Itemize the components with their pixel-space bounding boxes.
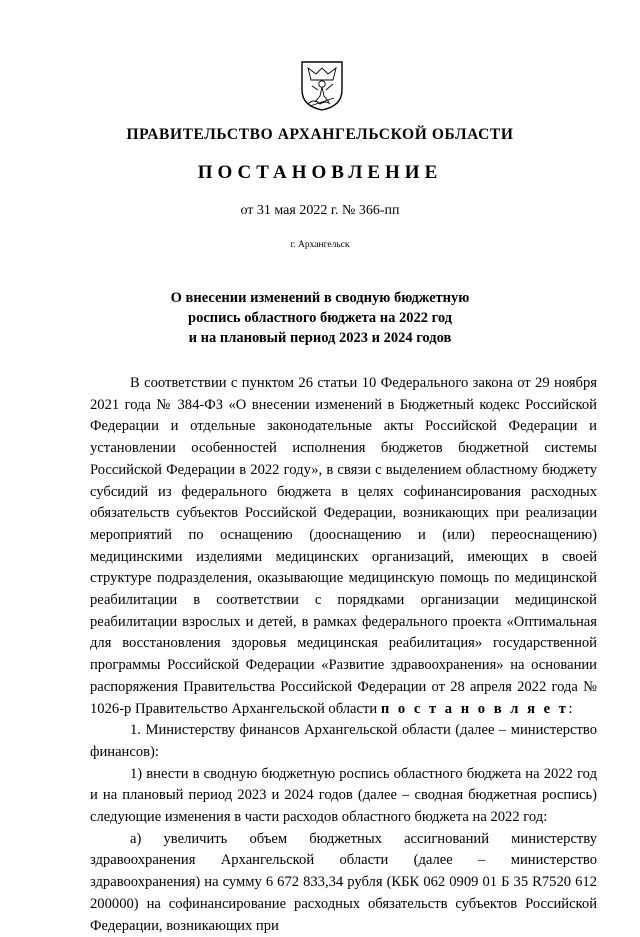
document-city: г. Архангельск: [290, 240, 350, 250]
resolves-word: п о с т а н о в л я е т: [380, 700, 569, 717]
title-line: роспись областного бюджета на 2022 год: [188, 310, 452, 326]
item-1-paragraph: 1. Министерству финансов Архангельской области (далее – министерство финансов):: [90, 722, 597, 760]
coat-of-arms-emblem: [300, 60, 344, 112]
document-body: [90, 373, 597, 937]
title-line: и на плановый период 2023 и 2024 годов: [188, 330, 452, 346]
document-date-number: от 31 мая 2022 г. № 366-пп: [240, 203, 400, 218]
item-1-1-a-paragraph: а) увеличить объем бюджетных ассигнований министерству здравоохранения Архангельской области (далее – министерство здравоохранения) на сумму 6 672 833,34 рубля (КБК 062 0909 01 Б 35 R7520 612 200000) на софинансирование расходных обязательств субъектов Российской Федерации, возникающих при: [90, 830, 597, 934]
document-title: [0, 288, 640, 348]
preamble-text: В соответствии с пунктом 26 статьи 10 Федерального закона от 29 ноября 2021 года № 384-ФЗ «О внесении изменений в Бюджетный кодекс Российской Федерации и отдельные законодательные акты Российской Федерации и установлении особенностей исполнения бюджетов бюджетной системы Российской Федерации в 2022 году», в связи с выделением областному бюджету субсидий из федерального бюджета в целях софинансирования расходных обязательств субъектов Российской Федерации, возникающих при реализации мероприятий по оснащению (дооснащению и (или) переоснащению) медицинскими изделиями медицинских организаций, имеющих в своей структуре подразделения, оказывающие медицинскую помощь по медицинской реабилитации в соответствии с порядками организации медицинской реабилитации взрослых и детей, в рамках федерального проекта «Оптимальная для восстановления здоровья медицинская реабилитация» государственной программы Российской Федерации «Развитие здравоохранения» на основании распоряжения Правительства Российской Федерации от 28 апреля 2022 года № 1026-р Правительство Архангельской области: [90, 375, 597, 717]
organization-heading: ПРАВИТЕЛЬСТВО АРХАНГЕЛЬСКОЙ ОБЛАСТИ: [126, 126, 514, 143]
document-type-heading: ПОСТАНОВЛЕНИЕ: [197, 162, 443, 183]
title-line: О внесении изменений в сводную бюджетную: [170, 290, 470, 306]
resolves-colon: :: [568, 700, 573, 717]
preamble-paragraph: [90, 373, 597, 720]
item-1-1-paragraph: 1) внести в сводную бюджетную роспись областного бюджета на 2022 год и на плановый период 2023 и 2024 годов (далее – сводная бюджетная роспись) следующие изменения в части расходов областного бюджета на 2022 год:: [90, 765, 597, 826]
